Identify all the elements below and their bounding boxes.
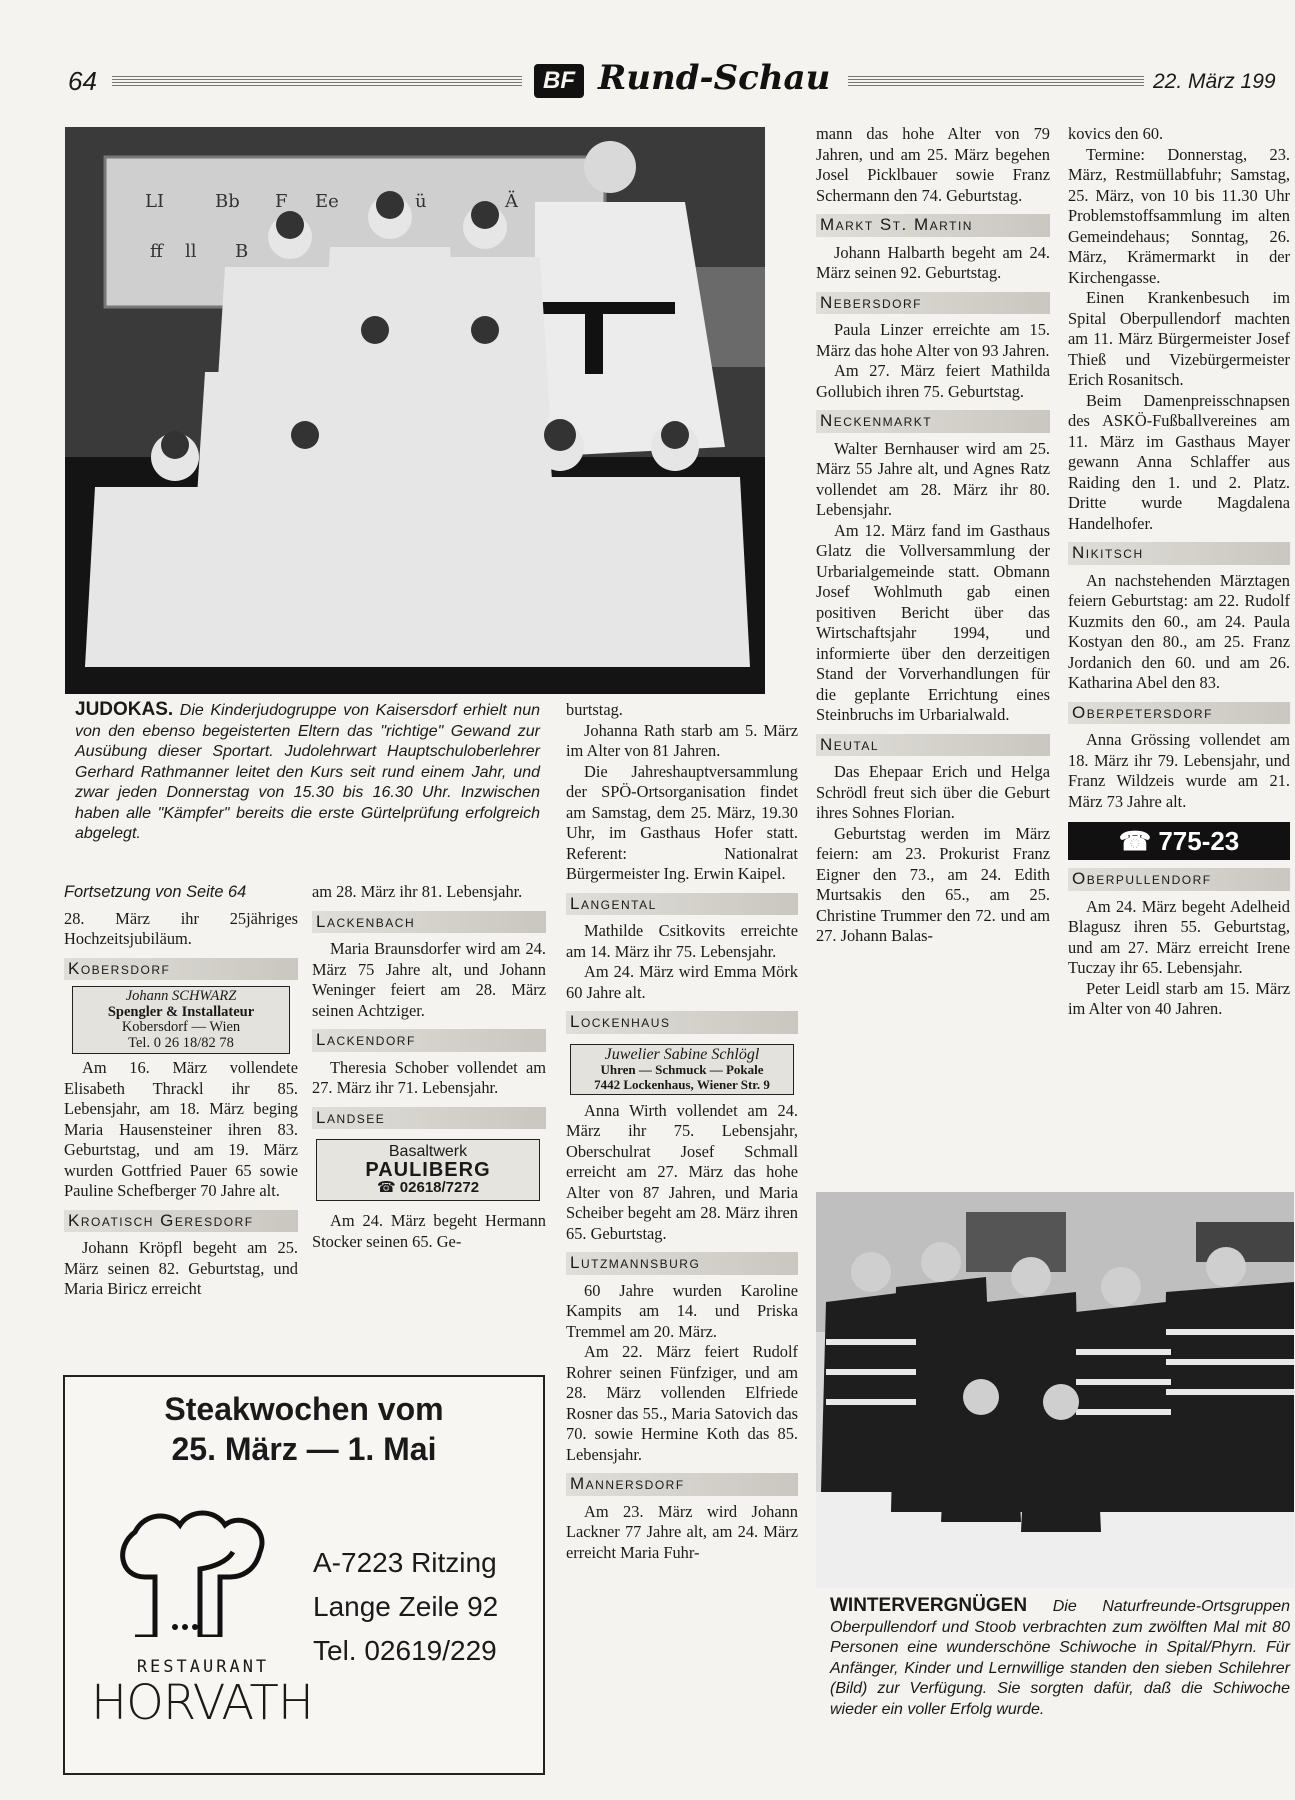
article-text: Walter Bernhauser wird am 25. März 55 Jahre alt, und Agnes Ratz vollendet am 28. März ihr 80. Lebensjahr. — [816, 438, 1050, 519]
schwarz-ad — [72, 986, 290, 1054]
article-text: Das Ehepaar Erich und Helga Schrödl freut sich über die Geburt ihres Sohnes Florian. — [816, 762, 1050, 822]
article-text: Maria Braunsdorfer wird am 24. März 75 Jahre alt, und Johann Weninger feiert am 28. März seinen Achtziger. — [312, 939, 546, 1020]
article-text: kovics den 60. — [1068, 124, 1164, 143]
article-text: Am 22. März feiert Rudolf Rohrer seinen Fünfziger, und am 28. März vollenden Elfriede Rosner das 55., Maria Satovich das 70. sowie Hermine Koth das 85. Lebensjahr. — [566, 1342, 798, 1464]
section-heading-landsee: Landsee — [312, 1107, 546, 1130]
ad-address-line2: Lange Zeile 92 — [313, 1591, 499, 1622]
ad-headline-dates: 25. März — 1. Mai — [171, 1431, 437, 1467]
article-text: Am 23. März wird Johann Lackner 77 Jahre alt, am 24. März erreicht Maria Fuhr- — [566, 1501, 798, 1562]
chalkboard-letter: Ä — [505, 191, 518, 212]
ad-headline: Steakwochen vom — [164, 1391, 444, 1427]
section-heading-markt-st-martin: Markt St. Martin — [816, 214, 1050, 237]
article-text: Anna Wirth vollendet am 24. März ihr 75. Lebensjahr, Oberschulrat Josef Schmall erreicht am 27. März das hohe Alter von 87 Jahren, und Maria Scheiber begeht am 28. März ihren 65. Geburtstag. — [566, 1100, 798, 1243]
ad-address: 7442 Lockenhaus, Wiener Str. 9 — [594, 1076, 770, 1092]
chef-hat-icon — [115, 1507, 275, 1637]
article-text: Am 24. März begeht Hermann Stocker seinen 65. Ge- — [312, 1211, 546, 1251]
caption-text: Die Naturfreunde-Ortsgruppen Oberpullendorf und Stoob verbrachten zum zwölften Mal mit 80 Personen eine wunderschöne Schiwoche in Spital/Phyrn. Für Anfänger, Kinder und Lernwillige standen den sieben Schilehrer (Bild) zur Verfügung. Sie sorgten dafür, daß die Schiwoche wieder ein voller Erfolg wurde. — [830, 1598, 1290, 1718]
judo-photo-caption — [75, 700, 540, 845]
header-rule-right — [848, 76, 1144, 88]
article-text: Am 27. März feiert Mathilda Gollubich ihren 75. Geburtstag. — [816, 361, 1050, 401]
page-number: 64 — [68, 66, 97, 96]
ad-phone: Tel. 02619/229 — [313, 1635, 497, 1666]
article-text: Am 16. März vollendete Elisabeth Thrackl ihr 85. Lebensjahr, am 18. März beging Maria Hausensteiner ihren 83. Geburtstag, und am 19. März wurden Gottfried Pauer 65 sowie Pauline Schefberger 70 Jahre alt. — [64, 1058, 298, 1200]
section-heading-nebersdorf: Nebersdorf — [816, 292, 1050, 315]
article-text: Paula Linzer erreichte am 15. März das hohe Alter von 93 Jahren. — [816, 320, 1050, 360]
ad-address-line1: A-7223 Ritzing — [313, 1547, 497, 1578]
article-text: Beim Damenpreisschnapsen des ASKÖ-Fußballvereines am 11. März im Gasthaus Mayer gewann Anna Schlaffer aus Raiding den 1. und 2. Platz. Dritte wurde Magdalena Handelhofer. — [1068, 390, 1290, 533]
article-text: Anna Grössing vollendet am 18. März ihr 79. Lebensjahr, und Franz Wildzeis wurde am 21. März 73 Jahre alt. — [1068, 730, 1290, 811]
article-text: Termine: Donnerstag, 23. März, Restmüllabfuhr; Samstag, 25. März, von 10 bis 11.30 Uhr Problemstoffsammlung im alten Gemeindehaus; Sonntag, 26. März, Krämermarkt in der Kirchengasse. — [1068, 144, 1290, 287]
ad-name: Johann SCHWARZ — [125, 988, 237, 1004]
chalkboard-letter: Ee — [315, 191, 339, 212]
ad-trade: Spengler & Installateur — [107, 1003, 255, 1020]
restaurant-horvath-ad — [63, 1375, 545, 1775]
article-text: am 28. März ihr 81. Lebensjahr. — [312, 882, 523, 901]
column-1 — [64, 882, 298, 1300]
column-2 — [312, 882, 546, 1252]
chalkboard-letter: ff — [150, 241, 163, 262]
article-text: Die Jahreshauptversammlung der SPÖ-Ortsorganisation findet am Samstag, dem 25. März, 19.30 Uhr, im Gasthaus Hofer statt. Referent: Nationalrat Bürgermeister Ing. Erwin Kaipel. — [566, 761, 798, 883]
section-heading-mannersdorf: Mannersdorf — [566, 1473, 798, 1496]
judo-photo-illustration — [65, 127, 765, 694]
column-4 — [816, 124, 1050, 947]
article-text: Johanna Rath starb am 5. März im Alter von 81 Jahren. — [566, 720, 798, 760]
column-5 — [1068, 124, 1290, 1184]
masthead-logo: BF — [534, 64, 584, 98]
article-text: Am 24. März begeht Adelheid Blagusz ihren 55. Geburtstag, und am 27. März erreicht Irene Tuczay ihr 65. Lebensjahr. — [1068, 896, 1290, 977]
continuation-note: Fortsetzung von Seite 64 — [64, 883, 247, 901]
article-text: Am 24. März wird Emma Mörk 60 Jahre alt. — [566, 962, 798, 1002]
section-heading-nikitsch: Nikitsch — [1068, 542, 1290, 565]
section-heading-lackenbach: Lackenbach — [312, 911, 546, 934]
section-heading-kobersdorf: Kobersdorf — [64, 958, 298, 981]
ad-brand: PAULIBERG — [365, 1159, 491, 1181]
section-heading-oberpullendorf: Oberpullendorf — [1068, 868, 1290, 891]
chalkboard-letter: ü — [415, 191, 427, 212]
chalkboard-letter: LI — [145, 191, 165, 212]
section-heading-langental: Langental — [566, 893, 798, 916]
article-text: An nachstehenden Märztagen feiern Geburtstag: am 22. Rudolf Kuzmits den 60., am 24. Paula Kostyan den 80., am 25. Franz Jordanich den 60. und am 26. Katharina Abel den 83. — [1068, 570, 1290, 692]
article-text: Geburtstag werden im März feiern: am 23. Prokurist Franz Eigner den 73., am 24. Edith Murtsakis den 65., am 25. Christine Trummer den 72. und am 27. Johann Balas- — [816, 823, 1050, 945]
ad-phone: ☎ 02618/7272 — [376, 1179, 480, 1196]
judo-group-photo — [65, 127, 765, 694]
restaurant-label: RESTAURANT — [136, 1657, 270, 1677]
article-text: Einen Krankenbesuch im Spital Oberpullendorf machten am 11. März Bürgermeister Josef Thieß und Vizebürgermeister Erich Rosanitsch. — [1068, 288, 1290, 389]
ad-brand: Juwelier Sabine Schlögl — [604, 1045, 760, 1063]
article-text: Theresia Schober vollendet am 27. März ihr 71. Lebensjahr. — [312, 1057, 546, 1097]
section-heading-neutal: Neutal — [816, 734, 1050, 757]
article-text: 28. März ihr 25jähriges Hochzeitsjubiläum. — [64, 908, 298, 948]
chalkboard-letter: Bb — [215, 191, 240, 212]
header-date: 22. März 199 — [1153, 70, 1276, 93]
caption-text: Die Kinderjudogruppe von Kaisersdorf erhielt nun von den ebenso begeisterten Eltern das "richtige" Gewand zur Ausübung dieser Sportart. Judolehrwart Hauptschuloberlehrer Gerhard Rathmanner leitet den Kurs seit rund einem Jahr, und zwar jeden Donnerstag von 15.30 bis 16.30 Uhr. Inzwischen haben alle "Kämpfer" bereits die erste Gürtelprüfung erfolgreich abgelegt. — [75, 702, 541, 842]
restaurant-name: HORVATH — [91, 1675, 313, 1731]
section-heading-lockenhaus: Lockenhaus — [566, 1011, 798, 1034]
section-heading-oberpetersdorf: Oberpetersdorf — [1068, 702, 1290, 725]
section-heading-neckenmarkt: Neckenmarkt — [816, 410, 1050, 433]
article-text: Am 12. März fand im Gasthaus Glatz die Vollversammlung der Urbarialgemeinde statt. Obmann Josef Wohlmuth gab einen positiven Bericht über das Wirtschaftsjahr 1994, und informierte über den derzeitigen Stand der Vorverhandlungen für die geplante Errichtung eines Steinbruchs im Urbarialwald. — [816, 520, 1050, 724]
header-rule-left — [112, 76, 522, 88]
pauliberg-ad — [316, 1139, 540, 1201]
ad-location: Kobersdorf — Wien — [121, 1019, 241, 1035]
caption-lead: JUDOKAS. — [75, 699, 174, 720]
ski-photo-illustration — [816, 1192, 1294, 1588]
chalkboard-letter: B — [235, 241, 249, 262]
article-text: Johann Kröpfl begeht am 25. März seinen 82. Geburtstag, und Maria Biricz erreicht — [64, 1238, 298, 1298]
column-3 — [566, 700, 798, 1563]
article-text: Peter Leidl starb am 15. März im Alter von 40 Jahren. — [1068, 978, 1290, 1018]
ad-line: Uhren — Schmuck — Pokale — [600, 1061, 764, 1077]
phone-banner: ☎ 775-23 — [1068, 822, 1290, 860]
article-text: burtstag. — [566, 700, 623, 719]
article-text: mann das hohe Alter von 79 Jahren, und am 25. März begehen Josel Picklbauer sowie Franz Schermann den 74. Geburtstag. — [816, 124, 1050, 205]
masthead-title: Rund-Schau — [598, 58, 831, 98]
section-heading-kroatisch-geresdorf: Kroatisch Geresdorf — [64, 1210, 298, 1233]
article-text: 60 Jahre wurden Karoline Kampits am 14. und Priska Tremmel am 20. März. — [566, 1280, 798, 1341]
section-heading-lackendorf: Lackendorf — [312, 1029, 546, 1052]
ad-line: Basaltwerk — [388, 1143, 468, 1160]
ski-group-photo — [816, 1192, 1294, 1588]
chalkboard-letter: F — [275, 191, 288, 212]
ad-phone: Tel. 0 26 18/82 78 — [128, 1034, 234, 1051]
ski-photo-caption — [830, 1596, 1290, 1720]
chalkboard-letter: ll — [185, 241, 197, 262]
schloegl-ad — [570, 1044, 794, 1095]
article-text: Johann Halbarth begeht am 24. März seinen 92. Geburtstag. — [816, 242, 1050, 282]
article-text: Mathilde Csitkovits erreichte am 14. März ihr 75. Lebensjahr. — [566, 921, 798, 961]
caption-lead: WINTERVERGNÜGEN — [830, 1595, 1028, 1616]
section-heading-lutzmannsburg: Lutzmannsburg — [566, 1252, 798, 1275]
